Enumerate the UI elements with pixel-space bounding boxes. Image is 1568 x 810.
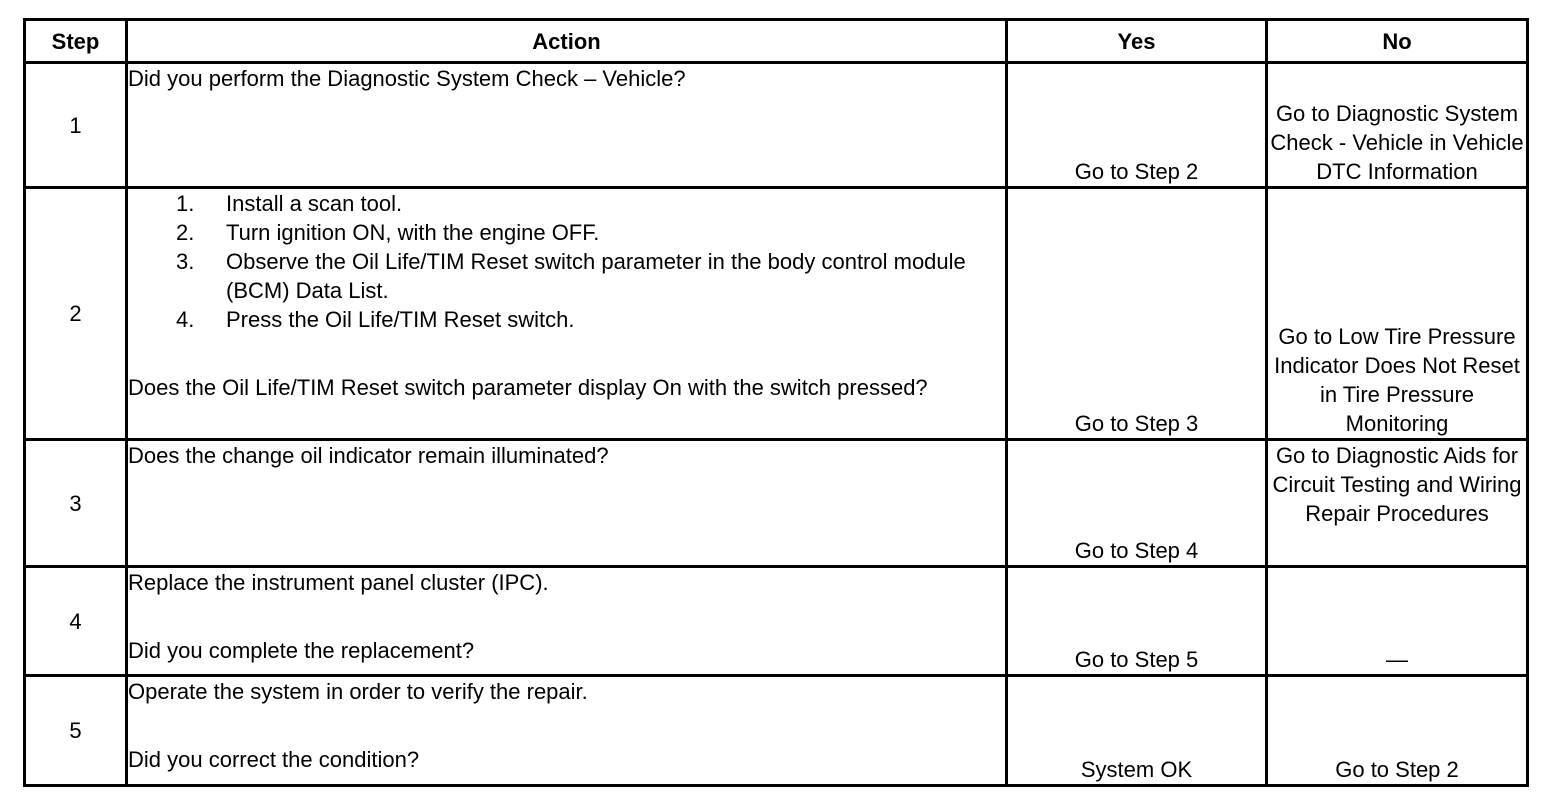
action-cell [127,567,1007,676]
yes-result: Go to Step 3 [1007,188,1267,440]
list-item-text: Install a scan tool. [226,191,403,216]
list-item-number: 2. [176,220,195,245]
action-cell [127,676,1007,786]
action-cell [127,63,1007,188]
list-item [128,218,1005,247]
list-item [128,305,1005,334]
yes-result: Go to Step 5 [1007,567,1267,676]
table-row [25,63,1528,188]
no-result: Go to Diagnostic System Check - Vehicle in Vehicle DTC Information [1267,63,1528,188]
list-item-number: 4. [176,307,195,332]
action-instruction: Replace the instrument panel cluster (IPC). [128,570,549,595]
step-number: 4 [25,567,127,676]
no-result: Go to Diagnostic Aids for Circuit Testing and Wiring Repair Procedures [1267,440,1528,567]
table-row [25,188,1528,440]
action-question: Did you perform the Diagnostic System Check – Vehicle? [128,66,686,91]
list-item-text: Press the Oil Life/TIM Reset switch. [226,307,575,332]
header-step: Step [25,20,127,63]
yes-result: System OK [1007,676,1267,786]
no-result: Go to Low Tire Pressure Indicator Does Not Reset in Tire Pressure Monitoring [1267,188,1528,440]
header-yes: Yes [1007,20,1267,63]
table-row [25,676,1528,786]
action-step-list [128,189,1005,334]
action-question: Does the change oil indicator remain illuminated? [128,443,609,468]
action-cell [127,188,1007,440]
action-question: Did you correct the condition? [128,747,420,772]
step-number: 1 [25,63,127,188]
list-item-text: Observe the Oil Life/TIM Reset switch parameter in the body control module (BCM) Data List. [226,249,966,303]
action-instruction: Operate the system in order to verify the repair. [128,679,588,704]
step-number: 5 [25,676,127,786]
diagnostic-table [23,18,1529,787]
header-action: Action [127,20,1007,63]
action-question: Did you complete the replacement? [128,638,475,663]
header-row [25,20,1528,63]
list-item [128,247,1005,305]
list-item-number: 1. [176,191,195,216]
no-result: — [1267,567,1528,676]
step-number: 3 [25,440,127,567]
table-row [25,567,1528,676]
list-item-text: Turn ignition ON, with the engine OFF. [226,220,600,245]
list-item [128,189,1005,218]
action-cell [127,440,1007,567]
action-question: Does the Oil Life/TIM Reset switch parameter display On with the switch pressed? [128,375,928,400]
yes-result: Go to Step 4 [1007,440,1267,567]
list-item-number: 3. [176,249,195,274]
no-result: Go to Step 2 [1267,676,1528,786]
step-number: 2 [25,188,127,440]
yes-result: Go to Step 2 [1007,63,1267,188]
header-no: No [1267,20,1528,63]
table-row [25,440,1528,567]
